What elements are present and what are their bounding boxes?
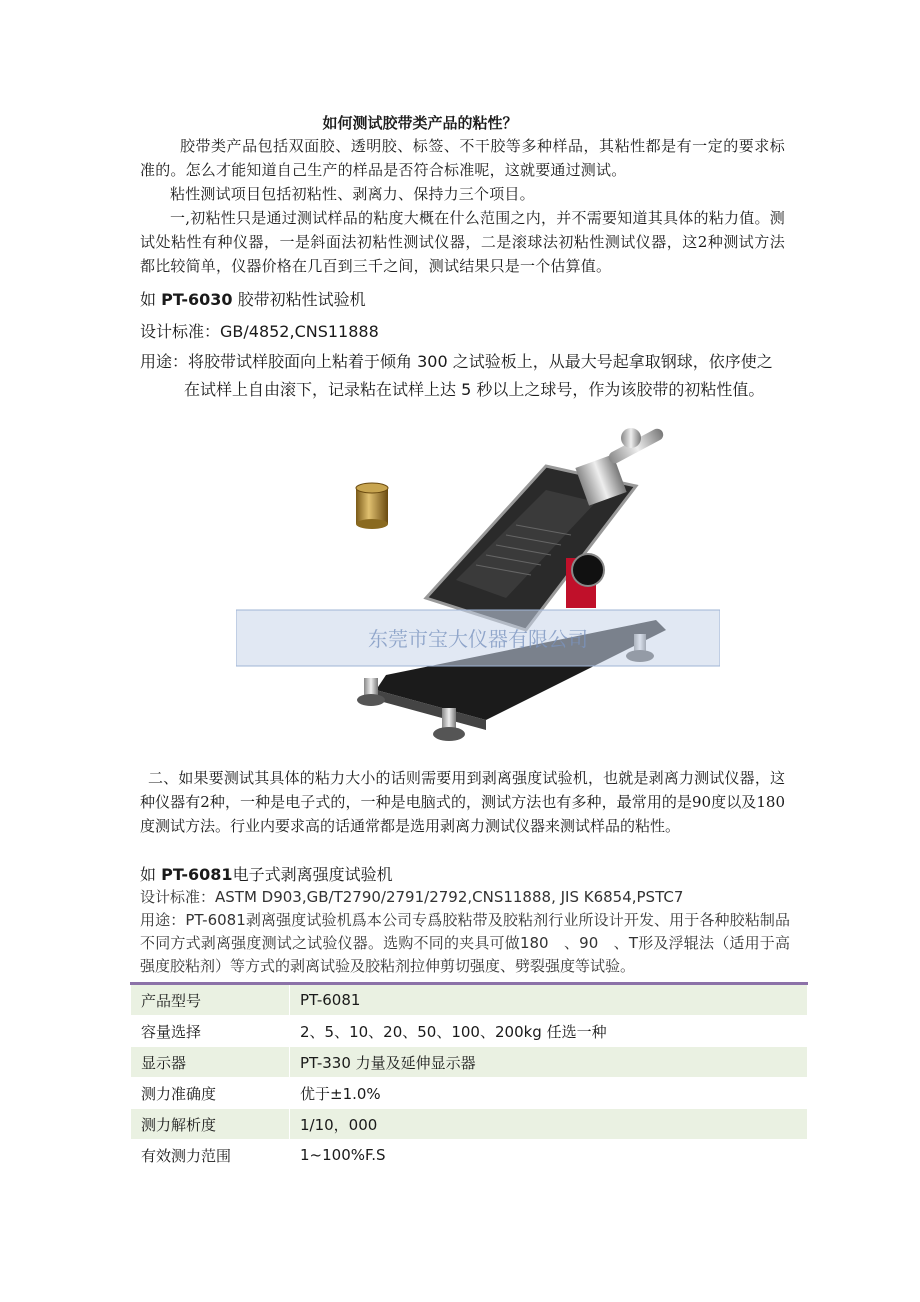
intro-paragraph-2: 粘性测试项目包括初粘性、剥离力、保持力三个项目。	[170, 185, 535, 203]
pt6081-model: PT-6081	[161, 865, 233, 884]
spec-key: 测力解析度	[131, 1109, 290, 1140]
spec-key: 显示器	[131, 1047, 290, 1078]
pt6030-standard: 设计标准：GB/4852,CNS11888	[140, 322, 379, 341]
intro-paragraph-3: 一,初粘性只是通过测试样品的粘度大概在什么范围之内，并不需要知道其具体的粘力值。测试处粘性有种仪器，一是斜面法初粘性测试仪器，二是滚球法初粘性测试仪器，这2种测试方法都比较简单，仪器价格在几百到三千之间，测试结果只是一个估算值。	[140, 209, 785, 275]
pt6030-model: PT-6030	[161, 290, 233, 309]
table-row	[131, 1016, 808, 1047]
spec-key: 容量选择	[131, 1016, 290, 1047]
pt6030-usage-line-2: 在试样上自由滚下，记录粘在试样上达 5 秒以上之球号，作为该胶带的初粘性值。	[184, 380, 765, 399]
spec-value: 2、5、10、20、50、100、200kg 任选一种	[290, 1016, 808, 1047]
pt6030-usage-line-1: 用途：将胶带试样胶面向上粘着于倾角 300 之试验板上，从最大号起拿取钢球，依序使之	[140, 352, 773, 371]
pt6081-usage: 用途：PT-6081剥离强度试验机爲本公司专爲胶粘带及胶粘剂行业所设计开发、用于各种胶粘制品不同方式剥离强度测试之试验仪器。选购不同的夹具可做180 、90 、T形及浮辊法（适用于高强度胶粘剂）等方式的剥离试验及胶粘剂拉伸剪切强度、劈裂强度等试验。	[140, 911, 790, 975]
spec-key: 产品型号	[131, 984, 290, 1016]
intro-paragraphs	[140, 134, 785, 278]
pt6081-heading	[140, 863, 790, 886]
watermark-text: 东莞市宝大仪器有限公司	[368, 627, 588, 651]
pt6081-prefix: 如	[140, 865, 162, 884]
pt6081-standard: 设计标准：ASTM D903,GB/T2790/2791/2792,CNS11888, JIS K6854,PSTC7	[140, 888, 684, 906]
angle-dial	[572, 554, 604, 586]
spec-key: 有效测力范围	[131, 1140, 290, 1171]
spec-value: 优于±1.0%	[290, 1078, 808, 1109]
pt6030-usage	[140, 348, 795, 404]
section-2-paragraph: 二、如果要测试其具体的粘力大小的话则需要用到剥离强度试验机，也就是剥离力测试仪器，这种仪器有2种，一种是电子式的，一种是电脑式的，测试方法也有多种，最常用的是90度以及180度测试方法。行业内要求高的话通常都是选用剥离力测试仪器来测试样品的粘性。	[140, 769, 785, 835]
pt6030-heading	[140, 286, 790, 314]
table-row	[131, 1078, 808, 1109]
brass-cylinder	[356, 483, 388, 529]
spec-table	[130, 982, 808, 1171]
tack-tester-image	[236, 420, 720, 760]
pt6030-prefix: 如	[140, 290, 162, 309]
intro-paragraph-1: 胶带类产品包括双面胶、透明胶、标签、不干胶等多种样品，其粘性都是有一定的要求标准的。怎么才能知道自己生产的样品是否符合标准呢，这就要通过测试。	[140, 137, 785, 179]
pt6030-name: 胶带初粘性试验机	[232, 290, 366, 309]
table-row	[131, 1109, 808, 1140]
spec-key: 测力准确度	[131, 1078, 290, 1109]
spec-value: 1~100%F.S	[290, 1140, 808, 1171]
table-row	[131, 1047, 808, 1078]
table-row	[131, 1140, 808, 1171]
pt6081-block	[140, 863, 790, 978]
pt6081-name: 电子式剥离强度试验机	[232, 865, 393, 884]
table-row	[131, 984, 808, 1016]
spec-value: PT-330 力量及延伸显示器	[290, 1047, 808, 1078]
spec-value: PT-6081	[290, 984, 808, 1016]
page-title: 如何测试胶带类产品的粘性？	[322, 114, 518, 132]
spec-value: 1/10，000	[290, 1109, 808, 1140]
